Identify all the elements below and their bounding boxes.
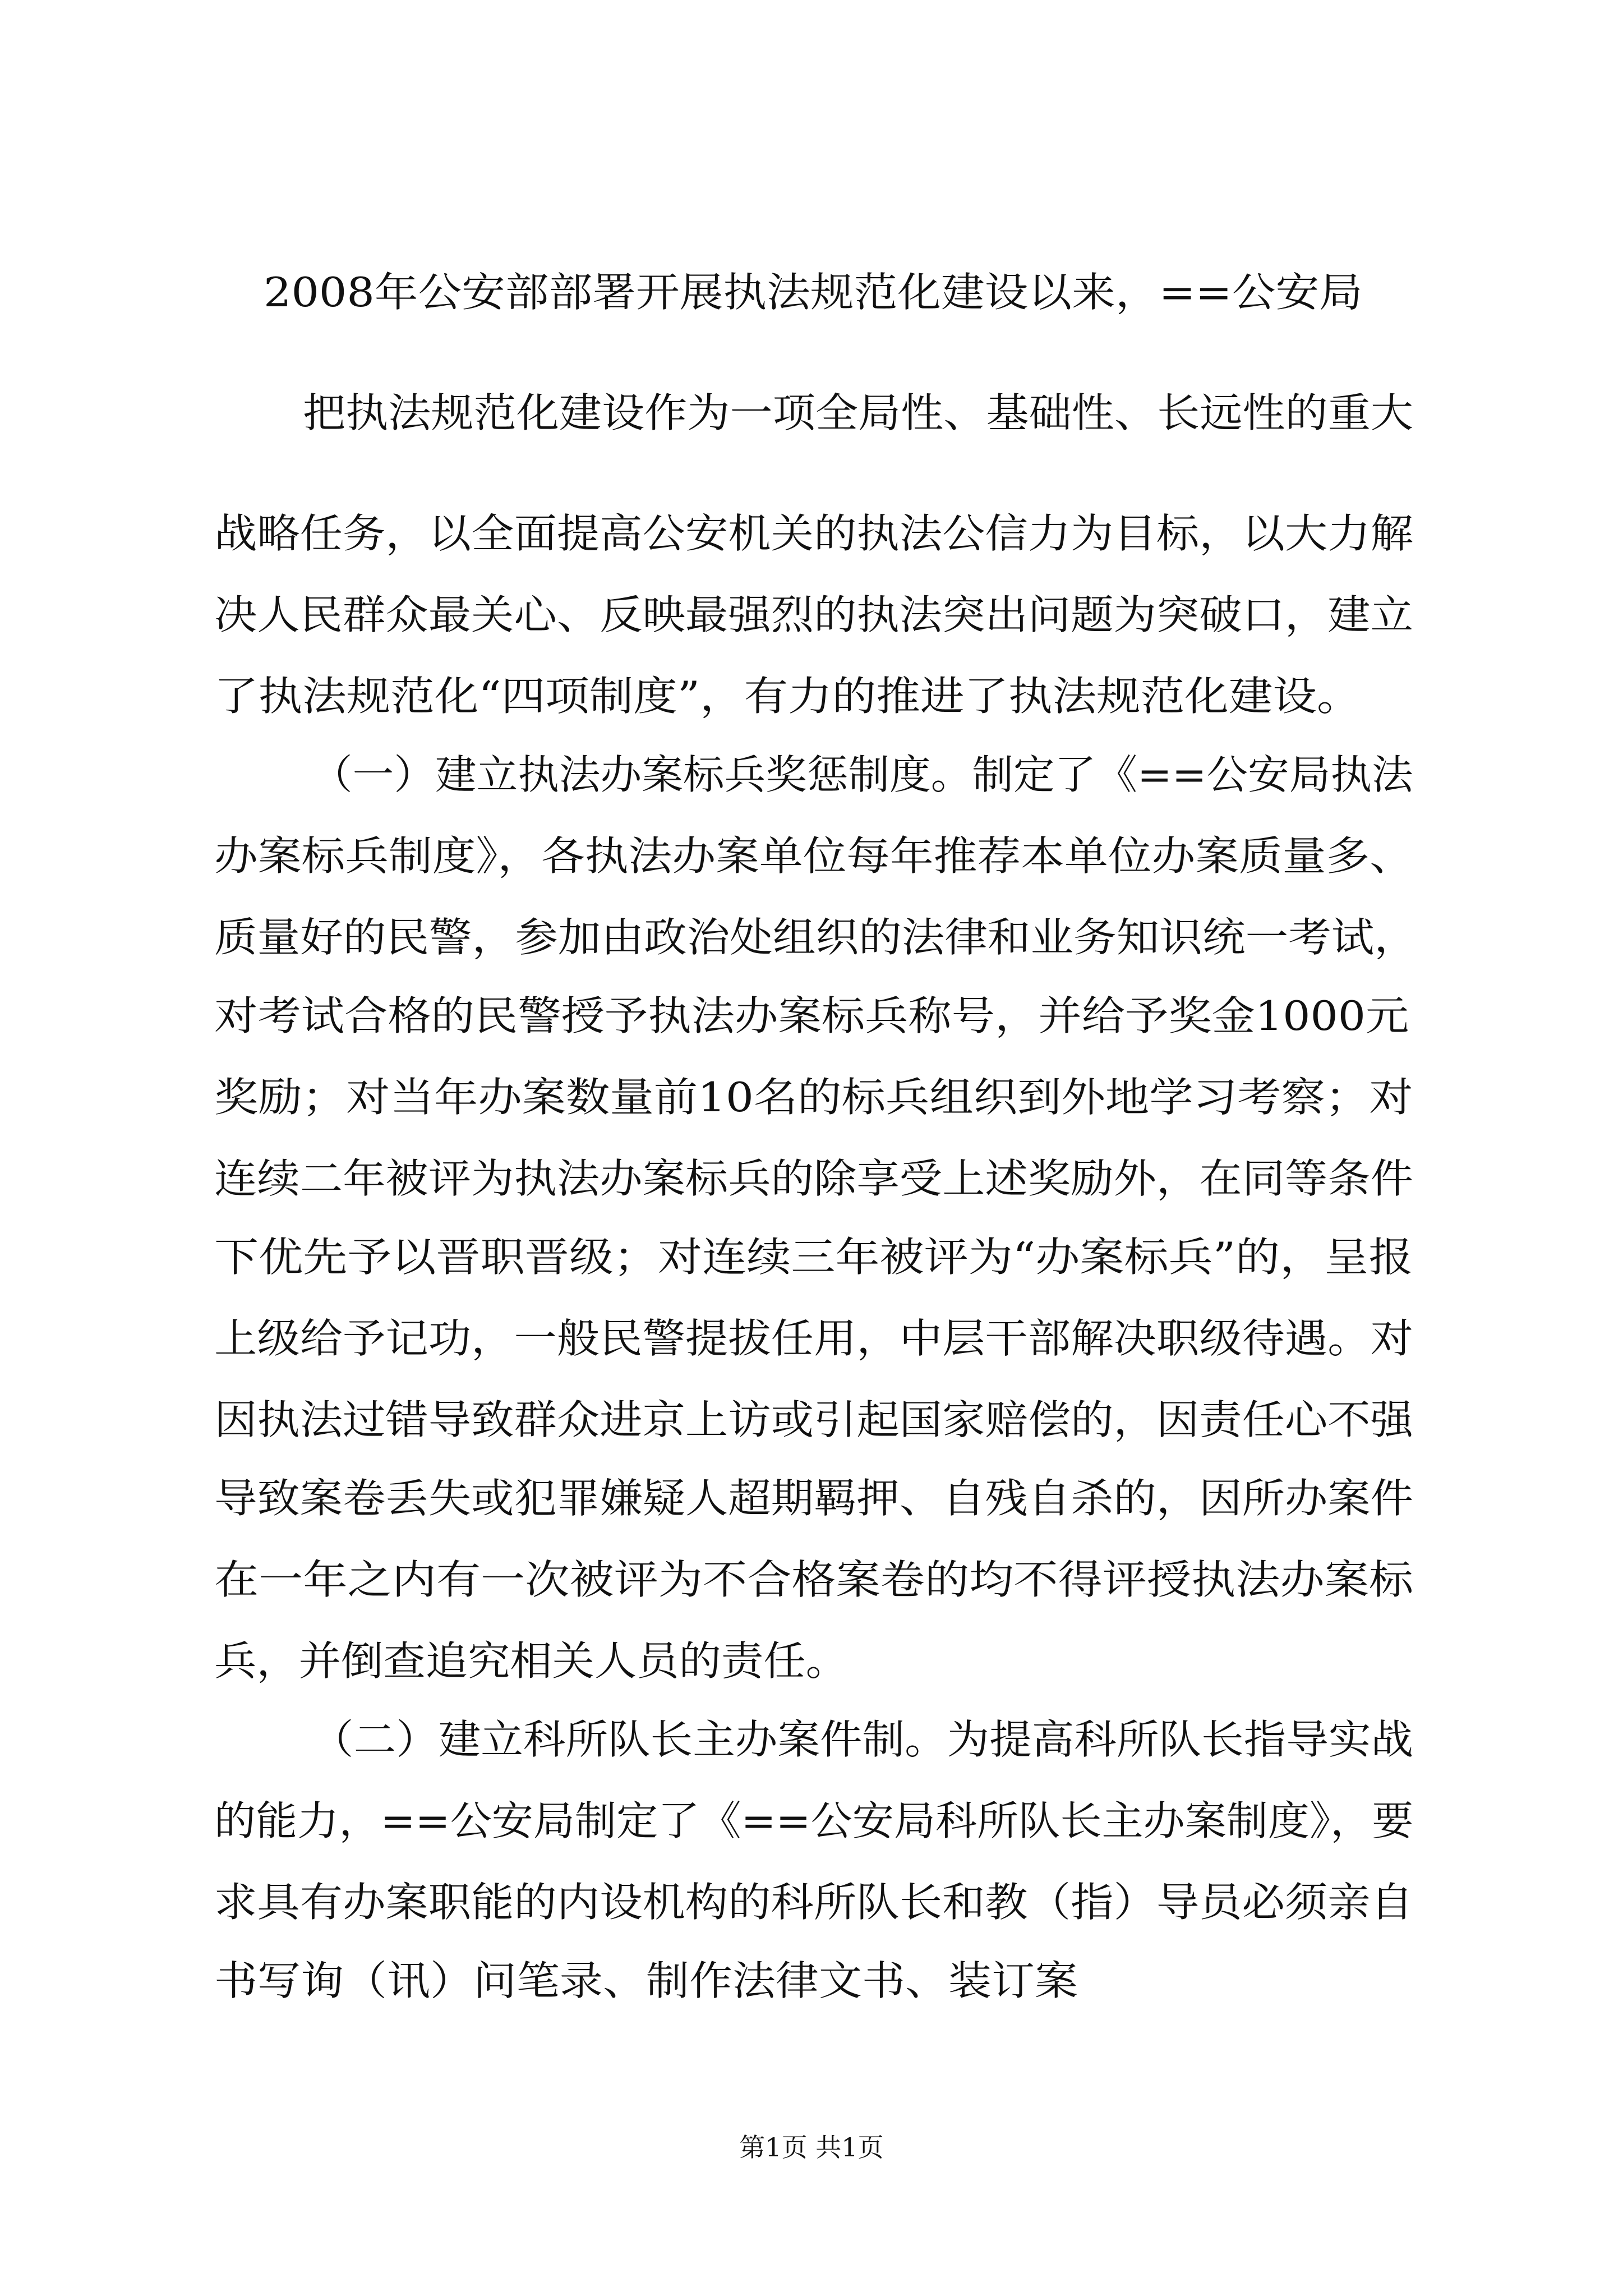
body-line-9: 对考试合格的民警授予执法办案标兵称号，并给予奖金1000元 — [214, 992, 1409, 1039]
page-footer: 第1页 共1页 — [739, 2132, 884, 2162]
body-line-2: 把执法规范化建设作为一项全局性、基础性、长远性的重大 — [303, 389, 1414, 436]
body-line-7: 办案标兵制度》，各执法办案单位每年推荐本单位办案质量多、 — [214, 832, 1414, 880]
body-line-14: 因执法过错导致群众进京上访或引起国家赔偿的，因责任心不强 — [214, 1396, 1414, 1443]
body-line-8: 质量好的民警，参加由政治处组织的法律和业务知识统一考试， — [214, 914, 1418, 961]
body-line-15: 导致案卷丢失或犯罪嫌疑人超期羁押、自残自杀的，因所办案件 — [214, 1475, 1414, 1522]
body-line-1: 2008年公安部部署开展执法规范化建设以来，==公安局 — [264, 269, 1363, 316]
body-line-6: （一）建立执法办案标兵奖惩制度。制定了《==公安局执法 — [311, 751, 1413, 798]
body-line-18: （二）建立科所队长主办案件制。为提高科所队长指导实战 — [311, 1716, 1414, 1763]
body-line-17: 兵，并倒查追究相关人员的责任。 — [214, 1637, 849, 1685]
body-line-4: 决人民群众最关心、反映最强烈的执法突出问题为突破口，建立 — [214, 591, 1414, 638]
body-line-13: 上级给予记功，一般民警提拔任用，中层干部解决职级待遇。对 — [214, 1315, 1414, 1362]
body-line-19: 的能力，==公安局制定了《==公安局科所队长主办案制度》，要 — [214, 1797, 1414, 1844]
body-line-21: 书写询（讯）问笔录、制作法律文书、装订案 — [214, 1957, 1078, 2004]
body-line-12: 下优先予以晋职晋级；对连续三年被评为“办案标兵”的，呈报 — [214, 1234, 1413, 1281]
body-line-16: 在一年之内有一次被评为不合格案卷的均不得评授执法办案标 — [214, 1556, 1414, 1603]
body-line-10: 奖励；对当年办案数量前10名的标兵组织到外地学习考察；对 — [214, 1074, 1413, 1121]
body-line-20: 求具有办案职能的内设机构的科所队长和教（指）导员必须亲自 — [214, 1879, 1414, 1926]
body-line-3: 战略任务，以全面提高公安机关的执法公信力为目标，以大力解 — [214, 510, 1414, 557]
body-line-5: 了执法规范化“四项制度”，有力的推进了执法规范化建设。 — [214, 673, 1361, 720]
body-line-11: 连续二年被评为执法办案标兵的除享受上述奖励外，在同等条件 — [214, 1155, 1414, 1202]
